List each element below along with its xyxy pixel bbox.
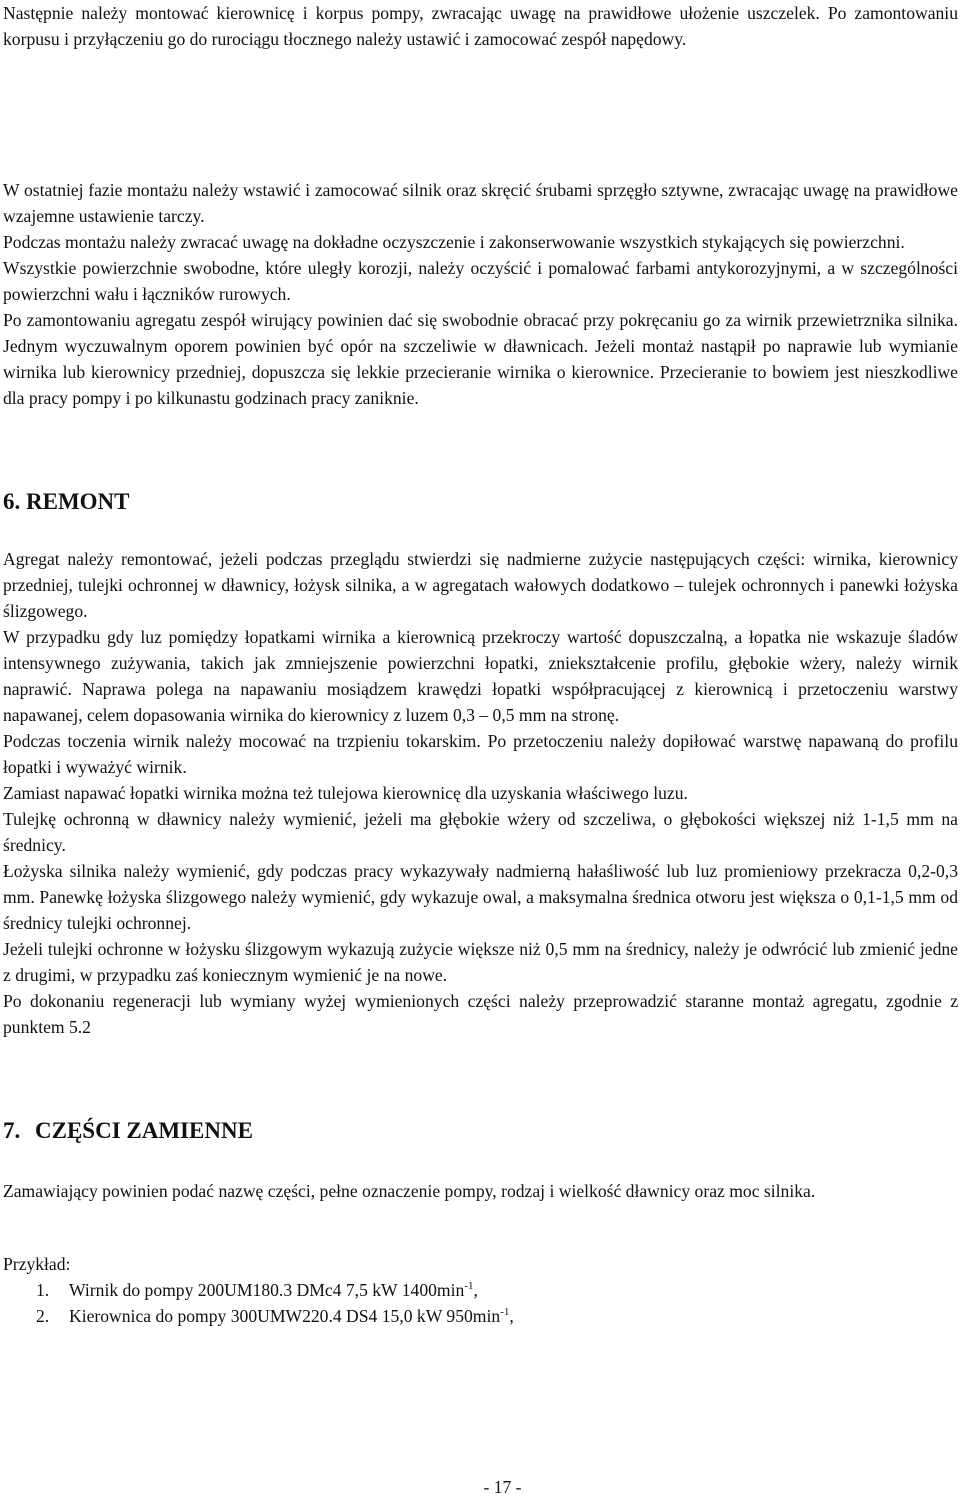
- assembly-paragraph-4: Po zamontowaniu agregatu zespół wirujący powinien dać się swobodnie obracać przy pokręcaniu go za wirnik przewietrznika silnika. Jednym wyczuwalnym oporem powinien być opór na szczeliwie w dławnicach. Jeżeli montaż nastąpił po naprawie lub wymianie wirnika lub kierownicy przedniej, dopuszcza się lekkie przecieranie wirnika o kierownice. Przecieranie to bowiem jest nieszkodliwe dla pracy pompy i po kilkunastu godzinach pracy zaniknie.: [3, 310, 958, 408]
- section-6-paragraph-5: Tulejkę ochronną w dławnicy należy wymienić, jeżeli ma głębokie wżery od szczeliwa, o głębokości większej niż 1-1,5 mm na średnicy.: [3, 809, 958, 855]
- section-6-paragraph-6: Łożyska silnika należy wymienić, gdy podczas pracy wykazywały nadmierną hałaśliwość lub luz promieniowy przekracza 0,2-0,3 mm. Panewkę łożyska ślizgowego należy wymienić, gdy wykazuje owal, a maksymalna średnica otworu jest większa o 0,1-1,5 mm od średnicy tulejki ochronnej.: [3, 861, 958, 933]
- intro-paragraph: [3, 0, 958, 52]
- section-6-body: [3, 546, 958, 1040]
- list-item-index: 1.: [36, 1280, 50, 1300]
- list-item-superscript: -1: [500, 1306, 510, 1319]
- section-7-title: CZĘŚCI ZAMIENNE: [35, 1118, 253, 1143]
- list-item: [36, 1277, 936, 1303]
- list-item-text: Wirnik do pompy 200UM180.3 DMc4 7,5 kW 1400min: [69, 1280, 465, 1300]
- list-item-tail: ,: [509, 1306, 514, 1326]
- section-6-paragraph-8: Po dokonaniu regeneracji lub wymiany wyżej wymienionych części należy przeprowadzić staranne montaż agregatu, zgodnie z punktem 5.2: [3, 991, 958, 1037]
- assembly-paragraph-3: Wszystkie powierzchnie swobodne, które uległy korozji, należy oczyścić i pomalować farbami antykorozyjnymi, a w szczególności powierzchni wału i łączników rurowych.: [3, 258, 958, 304]
- section-6-paragraph-1: Agregat należy remontować, jeżeli podczas przeglądu stwierdzi się nadmierne zużycie następujących części: wirnika, kierownicy przedniej, tulejki ochronnej w dławnicy, łożysk silnika, a w agregatach wałowych dodatkowo – tulejek ochronnych i panewki łożyska ślizgowego.: [3, 549, 958, 621]
- list-item-tail: ,: [473, 1280, 478, 1300]
- page-number: - 17 -: [483, 1477, 522, 1497]
- section-6-heading: 6. REMONT: [3, 489, 130, 514]
- list-item-index: 2.: [36, 1306, 50, 1326]
- example-list: [36, 1277, 936, 1329]
- section-6-paragraph-4: Zamiast napawać łopatki wirnika można też tulejowa kierownicę dla uzyskania właściwego luzu.: [3, 783, 688, 803]
- assembly-paragraph-2: Podczas montażu należy zwracać uwagę na dokładne oczyszczenie i zakonserwowanie wszystkich stykających się powierzchni.: [3, 232, 905, 252]
- section-7-number: 7.: [3, 1118, 21, 1143]
- assembly-paragraph-1: W ostatniej fazie montażu należy wstawić i zamocować silnik oraz skręcić śrubami sprzęgło sztywne, zwracając uwagę na prawidłowe wzajemne ustawienie tarczy.: [3, 180, 958, 226]
- section-7-paragraph: Zamawiający powinien podać nazwę części, pełne oznaczenie pompy, rodzaj i wielkość dławnicy oraz moc silnika.: [3, 1181, 816, 1201]
- section-7-heading: [3, 1116, 958, 1146]
- intro-text: Następnie należy montować kierownicę i korpus pompy, zwracając uwagę na prawidłowe ułożenie uszczelek. Po zamontowaniu korpusu i przyłączeniu go do rurociągu tłocznego należy ustawić i zamocować zespół napędowy.: [3, 3, 958, 49]
- example-label: Przykład:: [3, 1254, 71, 1274]
- section-6-paragraph-2: W przypadku gdy luz pomiędzy łopatkami wirnika a kierownicą przekroczy wartość dopuszczalną, a łopatka nie wskazuje śladów intensywnego zużywania, takich jak zmniejszenie powierzchni łopatki, zniekształcenie profilu, głębokie wżery, należy wirnik naprawić. Naprawa polega na napawaniu mosiądzem krawędzi łopatki współpracującej z kierownicą i przetoczeniu warstwy napawanej, celem dopasowania wirnika do kierownicy z luzem 0,3 – 0,5 mm na stronę.: [3, 627, 958, 725]
- list-item-superscript: -1: [464, 1280, 474, 1293]
- section-6-paragraph-3: Podczas toczenia wirnik należy mocować na trzpieniu tokarskim. Po przetoczeniu należy dopiłować warstwę napawaną do profilu łopatki i wyważyć wirnik.: [3, 731, 958, 777]
- assembly-section: [3, 177, 958, 411]
- page-footer: [3, 1474, 958, 1500]
- section-6-paragraph-7: Jeżeli tulejki ochronne w łożysku ślizgowym wykazują zużycie większe niż 0,5 mm na średnicy, należy je odwrócić lub zmienić jedne z drugimi, w przypadku zaś koniecznym wymienić je na nowe.: [3, 939, 958, 985]
- list-item-text: Kierownica do pompy 300UMW220.4 DS4 15,0 kW 950min: [69, 1306, 501, 1326]
- list-item: [36, 1303, 936, 1329]
